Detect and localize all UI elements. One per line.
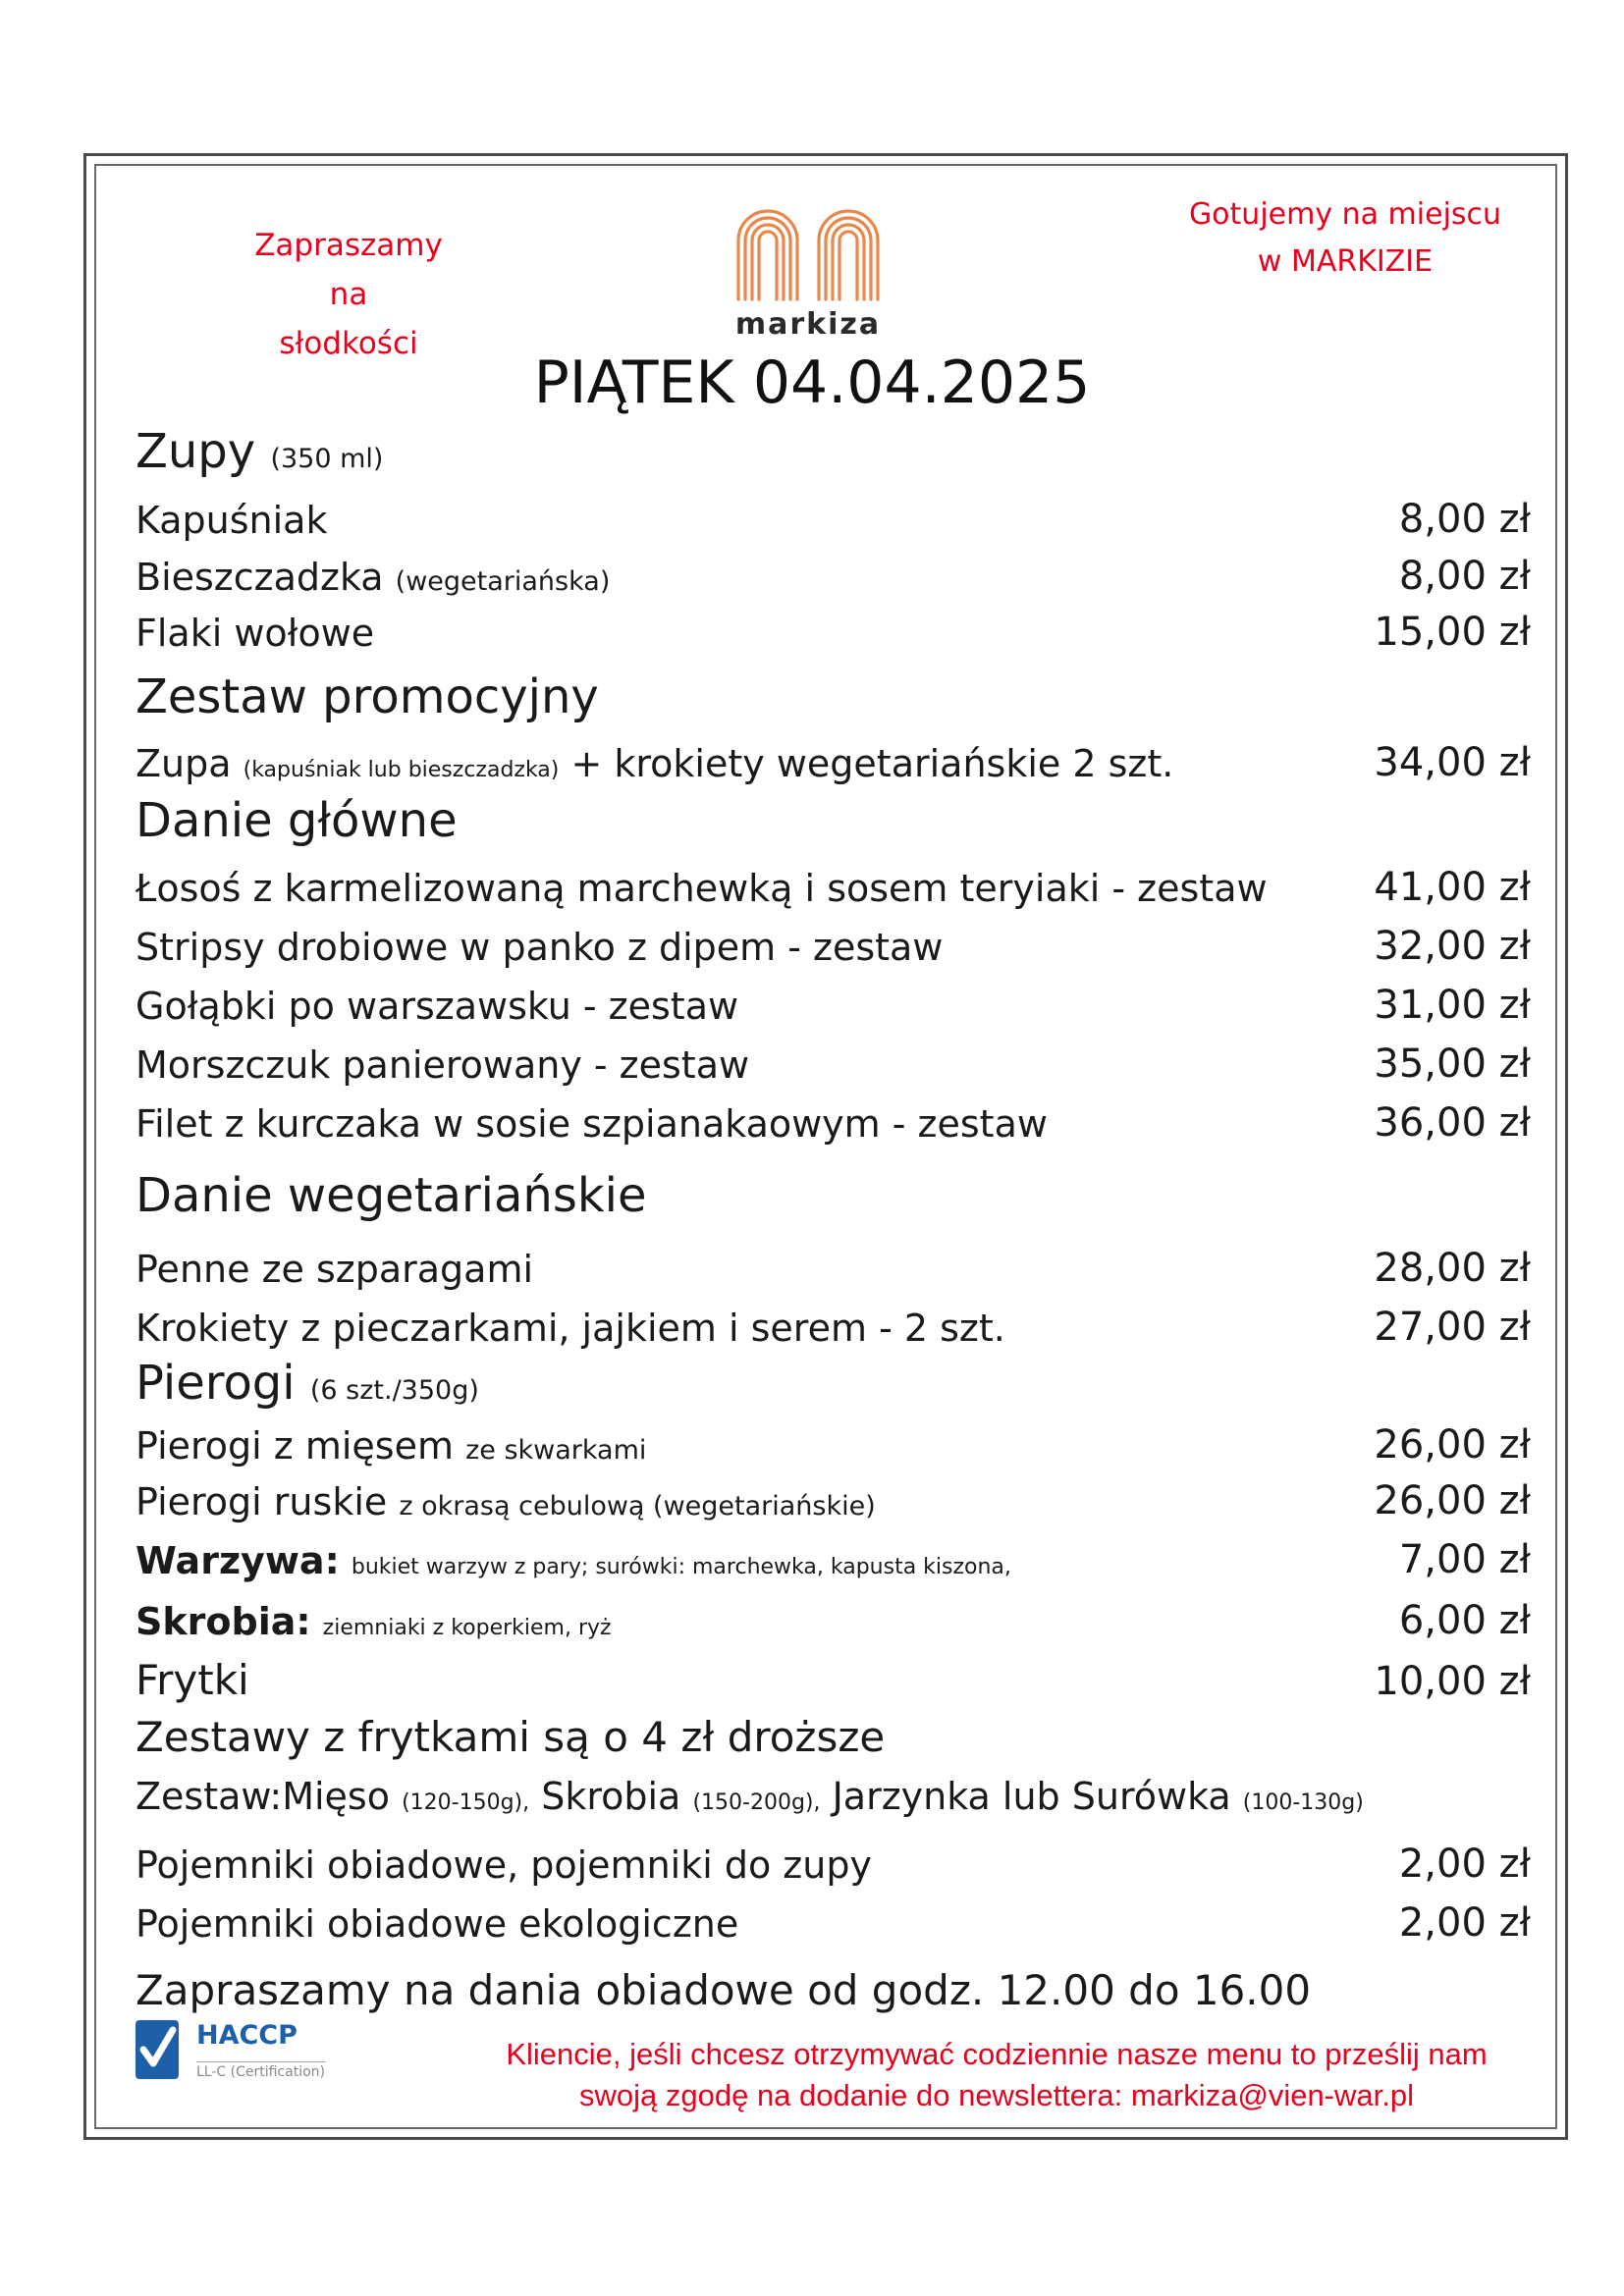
cooking-note-line-1: Gotujemy na miejscu	[1188, 197, 1502, 232]
container-item	[135, 1891, 1531, 1949]
item-price: 2,00 zł	[1398, 1842, 1531, 1887]
item-name: Bieszczadzka	[135, 556, 384, 599]
opening-hours-text: Zapraszamy na dania obiadowe od godz. 12.00 do 16.00	[135, 1966, 1312, 2014]
menu-item	[135, 1295, 1531, 1354]
item-name: Pojemniki obiadowe ekologiczne	[135, 1902, 739, 1946]
menu-item	[135, 730, 1531, 789]
section-promo	[135, 669, 1531, 728]
sweets-invite-line-2: słodkości	[279, 326, 418, 361]
menu-item	[135, 855, 1531, 914]
side-label: Warzywa:	[135, 1539, 340, 1582]
item-price: 36,00 zł	[1374, 1100, 1531, 1146]
menu-item	[135, 973, 1531, 1032]
item-price: 10,00 zł	[1374, 1659, 1531, 1704]
set-veg-label: Jarzynka lub Surówka	[832, 1775, 1231, 1818]
item-name: Pierogi z mięsem	[135, 1424, 454, 1468]
side-fries	[135, 1649, 1531, 1708]
item-price: 28,00 zł	[1374, 1246, 1531, 1291]
logo-wordmark: markiza	[734, 307, 882, 342]
menu-item	[135, 914, 1531, 973]
newsletter-note	[422, 2034, 1571, 2116]
item-price: 7,00 zł	[1398, 1537, 1531, 1582]
menu-item	[135, 1413, 1531, 1471]
markiza-logo	[734, 201, 882, 348]
item-price: 26,00 zł	[1374, 1478, 1531, 1523]
opening-hours	[135, 1959, 1531, 2018]
item-name: Flaki wołowe	[135, 612, 375, 655]
menu-date-title: PIĄTEK 04.04.2025	[533, 348, 1091, 417]
item-price: 32,00 zł	[1374, 924, 1531, 969]
item-name: Pojemniki obiadowe, pojemniki do zupy	[135, 1843, 872, 1887]
side-vegetables	[135, 1527, 1531, 1586]
item-price: 15,00 zł	[1374, 610, 1531, 655]
item-price: 8,00 zł	[1398, 554, 1531, 599]
item-note: ze skwarkami	[465, 1435, 647, 1466]
section-heading: Danie wegetariańskie	[135, 1168, 647, 1223]
section-pierogi	[135, 1356, 1531, 1415]
side-label: Skrobia:	[135, 1600, 311, 1643]
side-starch	[135, 1588, 1531, 1647]
checkmark-icon	[135, 2020, 179, 2079]
cooking-note-line-2: w MARKIZIE	[1257, 244, 1434, 279]
sweets-invite-line-1: Zapraszamy na	[254, 228, 443, 312]
menu-item	[135, 1091, 1531, 1149]
item-name: Penne ze szparagami	[135, 1248, 534, 1291]
set-meat-label: Zestaw:Mięso	[135, 1775, 390, 1818]
section-heading-note: (350 ml)	[270, 444, 384, 474]
section-mains	[135, 793, 1531, 852]
side-desc: bukiet warzyw z pary; surówki: marchewka, kapusta kiszona,	[351, 1555, 1011, 1579]
item-extra: + krokiety wegetariańskie 2 szt.	[570, 742, 1174, 785]
item-name: Filet z kurczaka w sosie szpianakaowym - zestaw	[135, 1102, 1048, 1146]
item-price: 34,00 zł	[1374, 740, 1531, 785]
item-note: (kapuśniak lub bieszczadzka)	[243, 758, 560, 782]
side-label: Frytki	[135, 1656, 249, 1704]
item-name: Łosoś z karmelizowaną marchewką i sosem teryiaki - zestaw	[135, 867, 1268, 910]
section-heading-note: (6 szt./350g)	[309, 1375, 479, 1406]
item-name: Stripsy drobiowe w panko z dipem - zestaw	[135, 926, 944, 969]
haccp-title: HACCP	[196, 2020, 298, 2051]
menu-item	[135, 1236, 1531, 1295]
menu-item	[135, 1468, 1531, 1527]
menu-item	[135, 544, 1531, 603]
container-item	[135, 1832, 1531, 1891]
set-meat-weight: (120-150g),	[402, 1790, 530, 1815]
menu-item	[135, 1032, 1531, 1091]
markiza-logo-mark	[734, 201, 882, 309]
item-price: 6,00 zł	[1398, 1598, 1531, 1643]
set-starch-label: Skrobia	[541, 1775, 681, 1818]
item-name: Pierogi ruskie	[135, 1480, 388, 1523]
item-price: 8,00 zł	[1398, 497, 1531, 542]
side-desc: ziemniaki z koperkiem, ryż	[322, 1616, 612, 1640]
menu-item	[135, 487, 1531, 546]
item-price: 26,00 zł	[1374, 1422, 1531, 1468]
section-heading: Zupy	[135, 424, 256, 479]
item-name: Krokiety z pieczarkami, jajkiem i serem - 2 szt.	[135, 1307, 1005, 1350]
haccp-badge	[135, 2020, 332, 2089]
item-note: (wegetariańska)	[395, 566, 611, 597]
section-vegetarian	[135, 1168, 1531, 1227]
item-name: Gołąbki po warszawsku - zestaw	[135, 985, 739, 1028]
item-note: z okrasą cebulową (wegetariańskie)	[399, 1491, 876, 1522]
set-starch-weight: (150-200g),	[692, 1790, 821, 1815]
item-price: 31,00 zł	[1374, 983, 1531, 1028]
item-name: Kapuśniak	[135, 499, 328, 542]
set-veg-weight: (100-130g)	[1242, 1790, 1364, 1815]
item-name: Zupa	[135, 742, 232, 785]
section-heading: Pierogi	[135, 1356, 296, 1411]
item-price: 2,00 zł	[1398, 1900, 1531, 1946]
haccp-subtitle: LL-C (Certification)	[196, 2061, 325, 2080]
section-heading: Zestaw promocyjny	[135, 669, 599, 724]
section-heading: Danie główne	[135, 793, 458, 848]
newsletter-line-2: swoją zgodę na dodanie do newslettera: markiza@vien-war.pl	[579, 2078, 1414, 2112]
section-soups	[135, 424, 1531, 483]
cooking-note	[1168, 191, 1522, 286]
menu-item	[135, 600, 1531, 659]
fries-set-note	[135, 1706, 1531, 1765]
item-name: Morszczuk panierowany - zestaw	[135, 1043, 750, 1087]
item-price: 41,00 zł	[1374, 865, 1531, 910]
fries-set-note-text: Zestawy z frytkami są o 4 zł droższe	[135, 1713, 886, 1761]
item-price: 27,00 zł	[1374, 1305, 1531, 1350]
item-price: 35,00 zł	[1374, 1041, 1531, 1087]
set-definition	[135, 1763, 1531, 1822]
newsletter-line-1: Kliencie, jeśli chcesz otrzymywać codziennie nasze menu to prześlij nam	[506, 2037, 1488, 2071]
